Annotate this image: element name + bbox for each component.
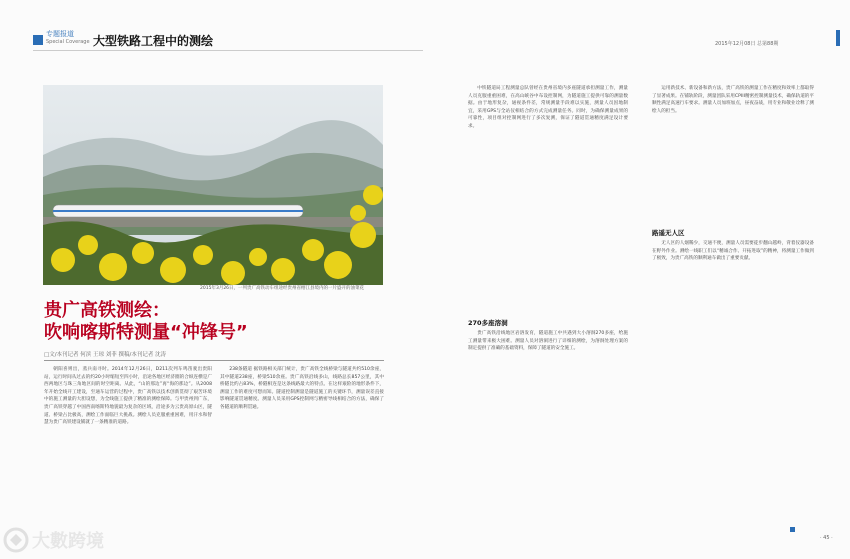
section-label-en: Special Coverage: [46, 39, 90, 45]
page-number: · 45 ·: [820, 535, 833, 541]
col4-text: 运用新技术、新设备和新方法，贵广高铁的测量工作在精度和效率上都取得了显著成果。在铺轨阶段，测量团队采用CPIII精密控制测量技术，确保轨道的平顺性满足高速行车要求。测量人员加班加点，昼夜奋战，用专业和敬业诠释了测绘人的担当。: [652, 86, 814, 114]
watermark-text: 大數跨境: [32, 531, 104, 552]
body-column-3: [468, 85, 628, 311]
header-rule: [33, 50, 423, 51]
issue-date: 2015年12月08日 总第88期: [715, 41, 779, 47]
headline-line-2: 吹响喀斯特测量“冲锋号”: [44, 322, 248, 343]
body-column-1: [44, 366, 212, 526]
section-badge: [33, 35, 43, 45]
section-label: 专题报道: [46, 30, 74, 38]
body-column-4: [652, 85, 814, 218]
header-accent-bar: [836, 30, 840, 46]
issue-topic-title: 大型铁路工程中的测绘: [93, 34, 214, 48]
watermark-logo: [2, 525, 142, 555]
body-column-2: [220, 366, 384, 526]
photo-caption: 2015年3月26日，一列贵广高铁动车组途经贵州省榕江县境内的一片盛开的油菜花: [200, 286, 365, 291]
headline-rule: [44, 360, 384, 361]
train-photo: [43, 85, 383, 285]
headline-line-1: 贵广高铁测绘：: [44, 300, 170, 321]
col4b-text: 无人区的人烟稀少，交通不便，测量人员需要徒步翻山越岭，背着仪器设备在野外作业。测绘一线职工们以“精诚合作、开拓进取”的精神，将测量工作做到了极致，为贵广高铁的顺利通车做出了重要贡献。: [652, 241, 814, 262]
col2-text: 238条隧道 据铁路相关部门统计，贵广高铁全线桥梁与隧道共约510余座，其中隧道238座，桥梁510余座。贵广高铁沿线多山，线路总长857公里，其中桥隧比约占83%，桥隧相连是这条线路最大的特点。在这样艰险的地形条件下，测量工作的难度可想而知。隧道控制测量是隧道施工的关键环节，测量误差直接影响隧道贯通精度。测量人员采用GPS控制网与精密导线相结合的方法，确保了各隧道的顺利贯通。: [220, 367, 384, 410]
col3b-text: 贵广高铁沿线地区岩溶发育，隧道施工中共遇到大小溶洞270多座，给施工测量带来极大困难。测量人员对溶洞进行了详细的测绘，为溶洞处理方案的制定提供了准确的基础资料，保障了隧道的安全施工。: [468, 331, 628, 352]
body-column-4b: [652, 240, 814, 526]
byline: □文/本刊记者 何滨 王琼 刘菲 撰稿/本刊记者 沈涛: [44, 352, 167, 358]
article-end-mark: [790, 527, 795, 532]
body-column-3b: [468, 330, 628, 526]
subhead-no-mans-land: 路遥无人区: [652, 229, 685, 237]
col1-text: 朝阳喜则出，蒸兵南寻时。2014年12月26日，D211次列车鸣笛驶出贵阳站，运行时间从过去的约20小时缩短至四小时，沿途各地区经济圈的合纵连横是广西两地区与珠三角地区间的时空距离。从此，“山的那边”再“海的那边”。从2008年开始全线开工建设，至通车运营的过程中，贵广高铁以技术创新贯彻了艰苦环境中的施工测量的大胆设想，为全线施工提供了精准的测绘保障。与甲贵州到广东，贵广高铁穿越了中国西南喀斯特地貌最为复杂的区域，沿途多为云贵高原山区，隧道、桥梁占比极高，测绘工作面临巨大挑战。测绘人员克服重重困难，用汗水和智慧为贵广高铁建设铺就了一条精准的道路。: [44, 367, 212, 426]
col3-text: 中铁隧道局工程测量总队曾经在贵州省境内多座隧道承担测量工作，测量人员克服重重困难，在高山峡谷中布设控制网，为隧道施工提供可靠的测量数据。由于地形复杂，通视条件差，常规测量手段难以实施，测量人员因地制宜，采用GPS与全站仪相结合的方式完成测量任务。同时，为确保测量成果的可靠性，项目组对控制网进行了多次复测，保证了隧道贯通精度满足设计要求。: [468, 86, 628, 129]
subhead-karst-caves: 270多座溶洞: [468, 319, 508, 327]
